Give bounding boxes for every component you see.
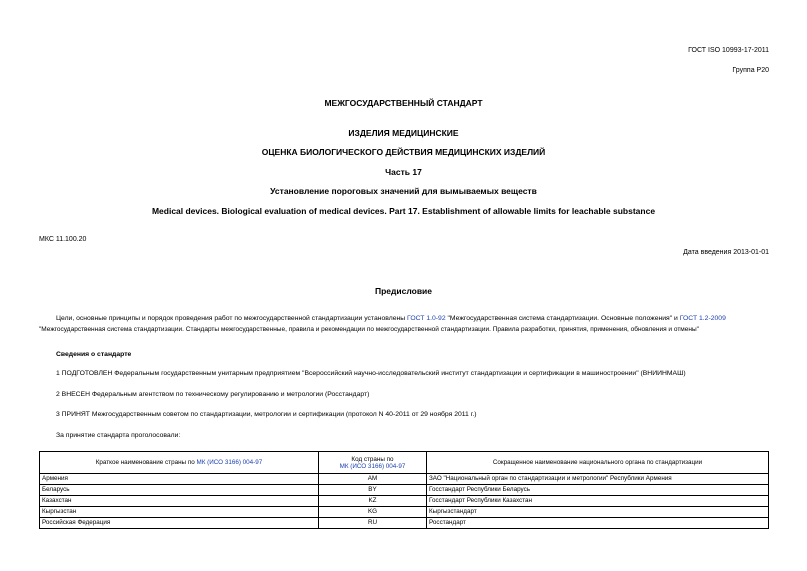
cell-org: ЗАО "Национальный орган по стандартизации и метрологии" Республики Армения <box>427 474 769 485</box>
cell-code: RU <box>319 518 427 529</box>
header-country-text: Краткое наименование страны по <box>95 459 197 466</box>
standard-type-title: МЕЖГОСУДАРСТВЕННЫЙ СТАНДАРТ <box>324 98 483 108</box>
document-number: ГОСТ ISO 10993-17-2011 <box>688 47 769 54</box>
table-row <box>40 518 769 529</box>
info-item-3: 3 ПРИНЯТ Межгосударственным советом по стандартизации, метрологии и сертификации (протокол N 40-2011 от 29 ноября 2011 г.) <box>56 411 477 418</box>
cell-country: Кыргызстан <box>40 507 319 518</box>
title-line-1: ИЗДЕЛИЯ МЕДИЦИНСКИЕ <box>348 128 459 138</box>
table-row <box>40 485 769 496</box>
link-gost-1-0-92[interactable]: ГОСТ 1.0-92 <box>407 315 446 322</box>
preface-paragraph <box>39 313 774 335</box>
info-item-1: 1 ПОДГОТОВЛЕН Федеральным государственным унитарным предприятием "Всероссийский научно-исследовательский институт стандартизации и сертификации в машиностроении" (ВНИИНМАШ) <box>56 370 686 377</box>
cell-org: Госстандарт Республики Беларусь <box>427 485 769 496</box>
link-mk-iso-3166-code[interactable]: МК (ИСО 3166) 004-97 <box>339 462 406 470</box>
header-code-text: Код страны по <box>351 455 394 463</box>
cell-country: Беларусь <box>40 485 319 496</box>
link-gost-1-2-2009[interactable]: ГОСТ 1.2-2009 <box>679 315 726 322</box>
link-mk-iso-3166[interactable]: МК (ИСО 3166) 004-97 <box>196 459 263 466</box>
cell-org: Кыргызстандарт <box>427 507 769 518</box>
cell-code: BY <box>319 485 427 496</box>
voted-label: За принятие стандарта проголосовали: <box>56 432 181 439</box>
title-part: Часть 17 <box>385 167 422 177</box>
preface-text-a: Цели, основные принципы и порядок проведения работ по межгосударственной стандартизации установлены <box>56 315 408 322</box>
table-row <box>40 474 769 485</box>
header-country-name <box>40 452 319 474</box>
document-group: Группа Р20 <box>732 67 769 74</box>
preface-text-b: "Межгосударственная система стандартизации. Основные положения" и <box>445 315 680 322</box>
title-english: Medical devices. Biological evaluation of medical devices. Part 17. Establishment of allowable limits for leachable substance <box>151 206 656 216</box>
title-subtitle: Установление пороговых значений для вымываемых веществ <box>270 186 537 196</box>
header-country-code <box>319 452 427 474</box>
cell-code: AM <box>319 474 427 485</box>
cell-org: Госстандарт Республики Казахстан <box>427 496 769 507</box>
mks-code: МКС 11.100.20 <box>39 236 87 243</box>
cell-code: KG <box>319 507 427 518</box>
preface-text-c: "Межгосударственная система стандартизации. Стандарты межгосударственные, правила и рекомендации по межгосударственной стандартизации. Правила разработки, принятия, применения, обновления и отмены" <box>39 326 699 333</box>
table-row <box>40 507 769 518</box>
info-heading: Сведения о стандарте <box>56 351 132 358</box>
preface-heading: Предисловие <box>374 286 433 296</box>
cell-org: Росстандарт <box>427 518 769 529</box>
header-national-body: Сокращенное наименование национального органа по стандартизации <box>427 452 769 474</box>
table-row <box>40 496 769 507</box>
cell-country: Казахстан <box>40 496 319 507</box>
cell-country: Российская Федерация <box>40 518 319 529</box>
cell-country: Армения <box>40 474 319 485</box>
introduction-date: Дата введения 2013-01-01 <box>683 249 769 256</box>
voting-countries-table <box>39 451 769 529</box>
info-item-2: 2 ВНЕСЕН Федеральным агентством по техническому регулированию и метрологии (Росстандарт) <box>56 391 370 398</box>
title-line-2: ОЦЕНКА БИОЛОГИЧЕСКОГО ДЕЙСТВИЯ МЕДИЦИНСКИХ ИЗДЕЛИЙ <box>261 147 546 157</box>
cell-code: KZ <box>319 496 427 507</box>
table-header-row <box>40 452 769 474</box>
